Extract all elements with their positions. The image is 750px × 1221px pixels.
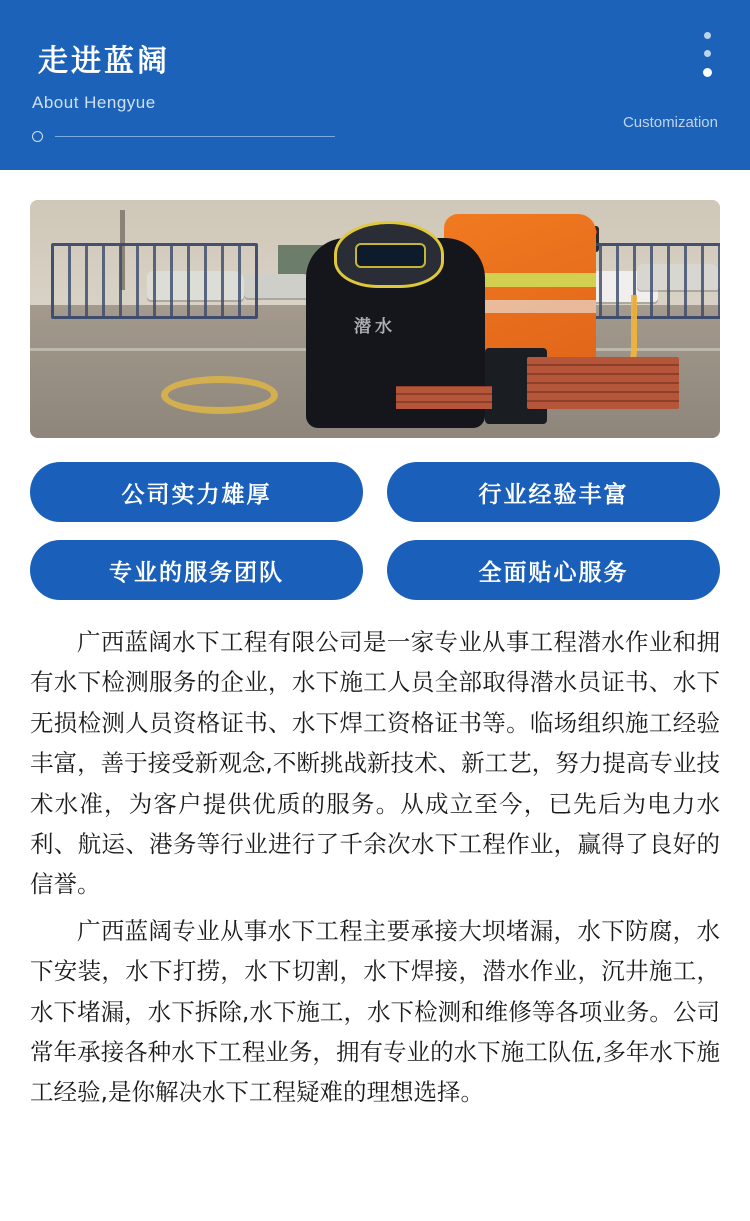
- about-paragraph-1: 广西蓝阔水下工程有限公司是一家专业从事工程潜水作业和拥有水下检测服务的企业，水下施工人员全部取得潜水员证书、水下无损检测人员资格证书、水下焊工资格证书等。临场组织施工经验丰富，善于接受新观念,不断挑战新技术、新工艺，努力提高专业技术水准，为客户提供优质的服务。从成立至今，已先后为电力水利、航运、港务等行业进行了千余次水下工程作业，赢得了良好的信誉。: [30, 628, 720, 899]
- header-divider: [32, 131, 335, 142]
- hero-fence: [51, 243, 258, 319]
- menu-dots-icon[interactable]: [703, 32, 712, 88]
- dot-icon: [704, 32, 711, 39]
- hero-bricks: [527, 357, 679, 409]
- dot-icon: [704, 50, 711, 57]
- page-title: 走进蓝阔: [38, 45, 170, 78]
- dot-icon: [703, 68, 712, 77]
- hero-bricks: [396, 386, 493, 410]
- hero-diver-suit-text: 潜水: [354, 316, 396, 336]
- about-paragraph-2: 广西蓝阔专业从事水下工程主要承接大坝堵漏，水下防腐，水下安装，水下打捞，水下切割，水下焊接，潜水作业，沉井施工，水下堵漏，水下拆除,水下施工，水下检测和维修等各项业务。公司常年承接各种水下工程业务，拥有专业的水下施工队伍,多年水下施工经验,是你解决水下工程疑难的理想选择。: [30, 916, 720, 1107]
- hero-image: [30, 200, 720, 438]
- customization-link[interactable]: Customization: [622, 114, 718, 131]
- feature-button-group: [30, 462, 720, 600]
- feature-button-experience[interactable]: 行业经验丰富: [387, 462, 720, 522]
- page-subtitle: About Hengyue: [32, 93, 156, 112]
- feature-button-team[interactable]: 专业的服务团队: [30, 540, 363, 600]
- about-content: [30, 622, 720, 1143]
- feature-button-service[interactable]: 全面贴心服务: [387, 540, 720, 600]
- divider-line: [55, 136, 335, 137]
- hero-diver-helmet: [334, 221, 444, 288]
- page-header: [0, 0, 750, 170]
- feature-button-strength[interactable]: 公司实力雄厚: [30, 462, 363, 522]
- circle-icon: [32, 131, 43, 142]
